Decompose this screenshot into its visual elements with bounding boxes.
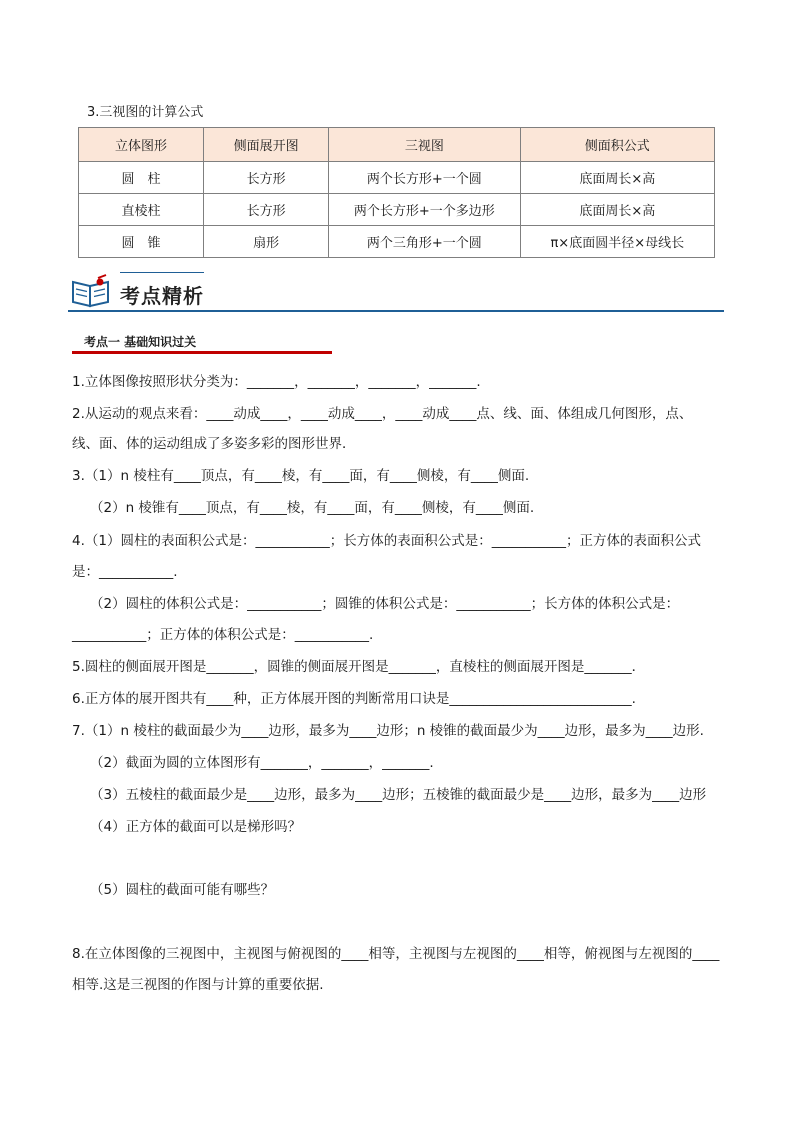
table-cell: 两个三角形+一个圆 (329, 226, 520, 258)
question-3-1: 3.（1）n 棱柱有____顶点，有____棱，有____面，有____侧棱，有____侧面. (72, 468, 530, 484)
table-cell: 圆 柱 (79, 162, 204, 194)
table-cell: 直棱柱 (79, 194, 204, 226)
table-header-row (79, 128, 715, 162)
question-1: 1.立体图像按照形状分类为：_______，_______，_______，_______. (72, 374, 481, 390)
table-cell: 两个长方形+一个圆 (329, 162, 520, 194)
table-cell: π×底面圆半径×母线长 (520, 226, 714, 258)
question-4-1: 4.（1）圆柱的表面积公式是：___________；长方体的表面积公式是：___________；正方体的表面积公式 (72, 533, 701, 549)
book-icon (70, 274, 112, 308)
question-8-cont: 相等.这是三视图的作图与计算的重要依据. (72, 977, 324, 993)
formula-table (78, 127, 715, 258)
table-row (79, 162, 715, 194)
question-5: 5.圆柱的侧面展开图是_______，圆锥的侧面展开图是_______，直棱柱的侧面展开图是_______． (72, 659, 646, 675)
question-2: 2.从运动的观点来看：____动成____，____动成____，____动成____点、线、面、体组成几何图形，点、 (72, 406, 693, 422)
table-cell: 两个长方形+一个多边形 (329, 194, 520, 226)
table-header: 侧面展开图 (204, 128, 329, 162)
question-7-3: （3）五棱柱的截面最少是____边形，最多为____边形；五棱锥的截面最少是____边形，最多为____边形 (90, 787, 707, 803)
header-rule (68, 310, 724, 312)
section-title: 3.三视图的计算公式 (87, 105, 204, 120)
table-cell: 底面周长×高 (520, 194, 714, 226)
question-7-5: （5）圆柱的截面可能有哪些？ (90, 882, 275, 898)
table-header: 三视图 (329, 128, 520, 162)
question-4-1-cont: 是：___________. (72, 564, 178, 580)
table-cell: 底面周长×高 (520, 162, 714, 194)
table-cell: 长方形 (204, 162, 329, 194)
table-row (79, 194, 715, 226)
table-row (79, 226, 715, 258)
question-4-2: （2）圆柱的体积公式是：___________；圆锥的体积公式是：___________；长方体的体积公式是： (90, 596, 680, 612)
table-cell: 圆 锥 (79, 226, 204, 258)
table-header: 立体图形 (79, 128, 204, 162)
question-3-2: （2）n 棱锥有____顶点，有____棱，有____面，有____侧棱，有____侧面. (90, 500, 535, 516)
question-8: 8.在立体图像的三视图中，主视图与俯视图的____相等，主视图与左视图的____相等，俯视图与左视图的____ (72, 946, 720, 962)
subsection-title: 考点一 基础知识过关 (84, 335, 197, 349)
table-header: 侧面积公式 (520, 128, 714, 162)
section-header (68, 270, 724, 312)
table-cell: 扇形 (204, 226, 329, 258)
table-cell: 长方形 (204, 194, 329, 226)
question-2-cont: 线、面、体的运动组成了多姿多彩的图形世界． (72, 436, 356, 452)
question-7-1: 7.（1）n 棱柱的截面最少为____边形，最多为____边形；n 棱锥的截面最少为____边形，最多为____边形. (72, 723, 704, 739)
subsection-underline (72, 351, 332, 354)
question-7-2: （2）截面为圆的立体图形有_______，_______，_______. (90, 755, 434, 771)
question-7-4: （4）正方体的截面可以是梯形吗？ (90, 819, 302, 835)
question-4-2-cont: ___________；正方体的体积公式是：___________. (72, 627, 374, 643)
header-title: 考点精析 (120, 284, 204, 308)
header-top-rule (120, 272, 204, 273)
question-6: 6.正方体的展开图共有____种，正方体展开图的判断常用口诀是___________________________. (72, 691, 636, 707)
